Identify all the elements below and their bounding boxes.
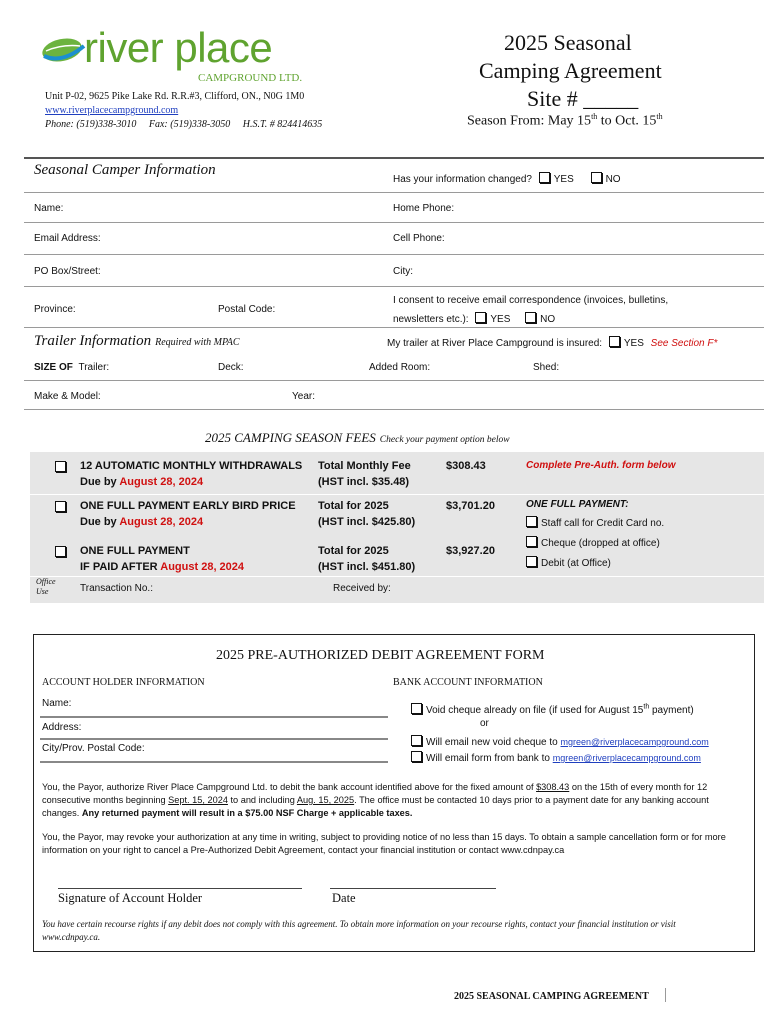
fee-option-full-checkbox[interactable] [55,546,66,557]
void-cheque-option[interactable]: Void cheque already on file (if used for August 15th payment) [411,703,694,716]
fee-option-monthly-name: 12 AUTOMATIC MONTHLY WITHDRAWALS [80,460,303,472]
page-title-line1: 2025 Seasonal [504,30,632,55]
company-phone: Phone: (519)338-3010 Fax: (519)338-3050 H.S.T. # 824414635 [45,119,323,130]
method-cheque[interactable]: Cheque (dropped at office) [526,536,660,549]
email-form-option[interactable]: Will email form from bank to mgreen@riverplacecampground.com [411,751,701,764]
revocation-paragraph: You, the Payor, may revoke your authorization at any time in writing, subject to providing notice of no less than 15 days. To obtain a sample cancellation form or for more information on your right to cancel a Pre-Authorized Debit Agreement, contact your financial institution or contact www.cdnpay.ca [42,832,726,855]
fee-option-earlybird-amount: $3,701.20 [446,500,495,512]
bank-account-heading: BANK ACCOUNT INFORMATION [393,677,543,688]
signature-label: Signature of Account Holder [58,891,203,905]
fee-option-monthly-hst: (HST incl. $35.48) [318,476,410,488]
camper-section-title: Seasonal Camper Information [34,162,216,178]
email-consent-line2: newsletters etc.): YES NO [393,314,556,325]
method-credit-card[interactable]: Staff call for Credit Card no. [526,516,664,529]
website-link[interactable]: www.riverplacecampground.com [45,105,179,116]
method-debit[interactable]: Debit (at Office) [526,556,611,569]
trailer-section-title: Trailer Information Required with MPAC [34,333,240,349]
email-link-2[interactable]: mgreen@riverplacecampground.com [552,753,701,763]
fee-option-full-total: Total for 2025 [318,545,389,557]
make-model-label: Make & Model: [34,391,101,402]
email-new-void-option[interactable]: Will email new void cheque to mgreen@riverplacecampground.com [411,735,709,748]
consent-yes-checkbox[interactable] [475,312,486,323]
shed-label: Shed: [533,362,560,373]
pad-form-title: 2025 PRE-AUTHORIZED DEBIT AGREEMENT FORM [216,648,545,663]
footer-title: 2025 SEASONAL CAMPING AGREEMENT [454,991,649,1002]
fee-option-monthly-due: Due by August 28, 2024 [80,476,204,488]
fee-option-earlybird-checkbox[interactable] [55,501,66,512]
email-label: Email Address: [34,233,101,244]
fee-option-earlybird-hst: (HST incl. $425.80) [318,516,416,528]
company-address: Unit P-02, 9625 Pike Lake Rd. R.R.#3, Clifford, ON., N0G 1M0 [45,91,305,102]
cell-phone-label: Cell Phone: [393,233,445,244]
pad-name-label: Name: [42,698,72,709]
method-credit-card-checkbox [526,516,537,527]
fee-option-full-amount: $3,927.20 [446,545,495,557]
trailer-insured-question: My trailer at River Place Campground is insured: YES See Section F* [387,338,718,349]
void-cheque-checkbox [411,703,422,714]
home-phone-label: Home Phone: [393,203,455,214]
email-form-checkbox [411,751,422,762]
see-section-f: See Section F* [650,338,718,349]
postal-code-label: Postal Code: [218,304,276,315]
method-cheque-checkbox [526,536,537,547]
po-box-label: PO Box/Street: [34,266,101,277]
logo-wordmark: river place [84,24,273,71]
or-label: or [480,718,489,729]
transaction-number-label: Transaction No.: [80,583,153,594]
email-link-1[interactable]: mgreen@riverplacecampground.com [560,737,709,747]
insured-yes-checkbox[interactable] [609,336,620,347]
email-consent-line1: I consent to receive email correspondence (invoices, bulletins, [393,295,669,306]
pad-address-label: Address: [42,722,82,733]
season-dates: Season From: May 15th to Oct. 15th [467,112,663,129]
complete-preauth-note: Complete Pre-Auth. form below [526,460,676,471]
account-holder-heading: ACCOUNT HOLDER INFORMATION [42,677,205,688]
consent-no-checkbox[interactable] [525,312,536,323]
province-label: Province: [34,304,76,315]
page-title-line2: Camping Agreement [479,58,662,83]
fee-option-monthly-total: Total Monthly Fee [318,460,411,472]
fee-option-earlybird-due: Due by August 28, 2024 [80,516,204,528]
logo [40,24,310,88]
site-number: Site # _____ [527,86,639,111]
fees-section-title: 2025 CAMPING SEASON FEES Check your payment option below [205,430,510,445]
email-new-void-checkbox [411,735,422,746]
fee-option-earlybird-total: Total for 2025 [318,500,389,512]
authorization-paragraph: You, the Payor, authorize River Place Campground Ltd. to debit the bank account identified above for the fixed amount of $308.43 on the 15th of every month for 12 consecutive months beginning Sept. 15, 2024 to and including Aug. 15, 2025. The office must be contacted 10 days prior to a payment date for any banking account changes. Any returned payment will result in a $75.00 NSF Charge + applicable taxes. [42,782,709,818]
info-changed-no-checkbox[interactable] [591,172,602,183]
deck-label: Deck: [218,362,244,373]
fee-option-monthly-amount: $308.43 [446,460,486,472]
one-full-payment-heading: ONE FULL PAYMENT: [526,499,629,510]
logo-subtitle: CAMPGROUND LTD. [198,72,303,84]
pad-city-postal-label: City/Prov. Postal Code: [42,743,145,754]
city-label: City: [393,266,413,277]
name-label: Name: [34,203,64,214]
info-changed-yes-checkbox[interactable] [539,172,550,183]
info-changed-question: Has your information changed? YES NO [393,174,621,185]
fee-option-full-due: IF PAID AFTER August 28, 2024 [80,561,245,573]
method-debit-checkbox [526,556,537,567]
received-by-label: Received by: [333,583,391,594]
year-label: Year: [292,391,315,402]
added-room-label: Added Room: [369,362,431,373]
size-of-row: SIZE OF Trailer: [34,362,110,373]
fee-option-monthly-checkbox[interactable] [55,461,66,472]
fee-option-earlybird-name: ONE FULL PAYMENT EARLY BIRD PRICE [80,500,296,512]
date-label: Date [332,891,356,905]
recourse-note: You have certain recourse rights if any debit does not comply with this agreement. To obtain more information on your recourse rights, contact your financial institution or visit www.cdnpay.ca. [42,919,676,942]
fee-option-full-name: ONE FULL PAYMENT [80,545,190,557]
office-use-label: Office Use [36,577,56,596]
leaf-logo-icon [40,34,88,70]
fee-option-full-hst: (HST incl. $451.80) [318,561,416,573]
footer-divider [665,988,666,1002]
